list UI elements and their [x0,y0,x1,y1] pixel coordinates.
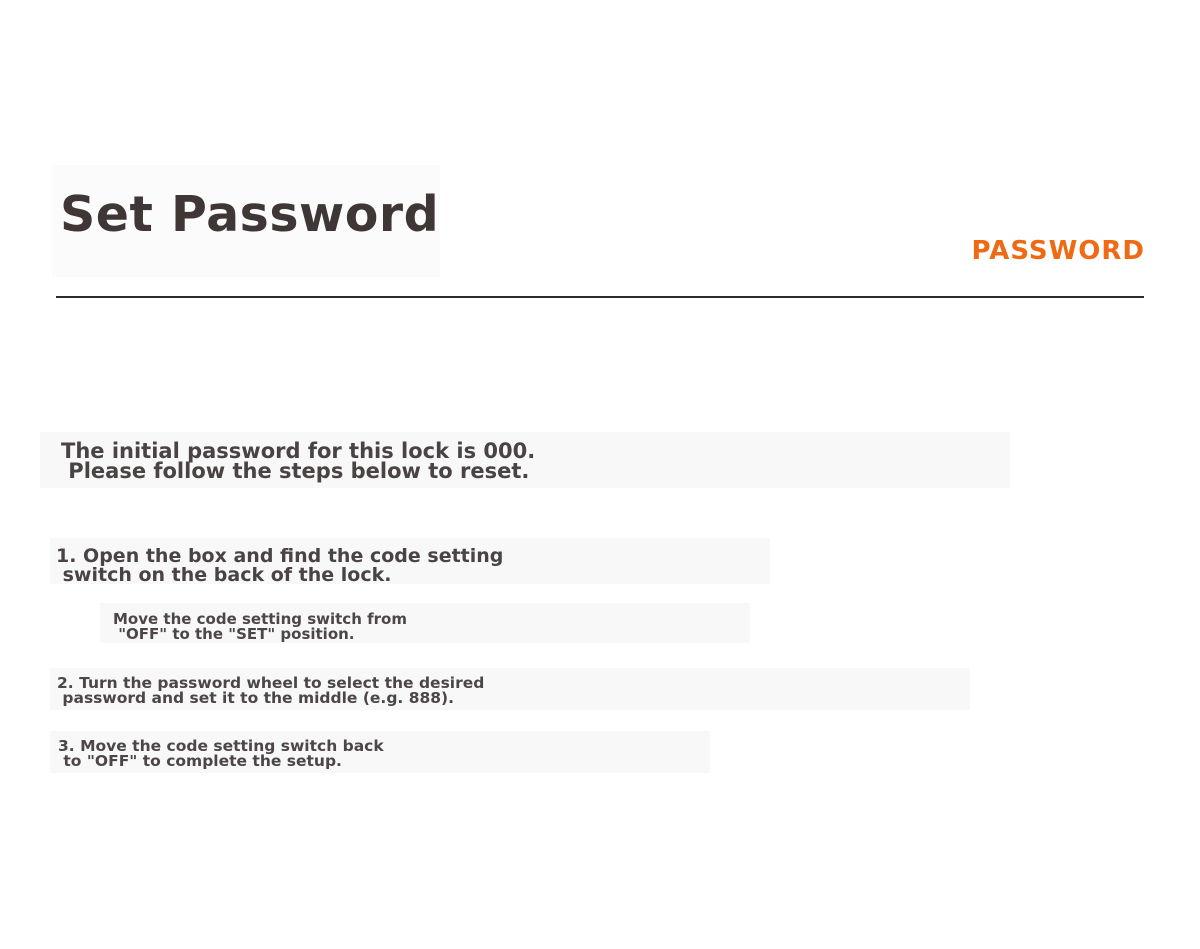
step-1-line-2: switch on the back of the lock. [56,564,392,586]
page-title: Set Password [60,186,440,243]
step-1 [56,547,503,585]
step-3-line-2: to "OFF" to complete the setup. [58,752,342,770]
step-2-line-2: password and set it to the middle (e.g. 888). [57,689,455,707]
step-3-line-1: 3. Move the code setting switch back [58,737,384,755]
intro-text [61,441,535,481]
step-3 [58,739,384,769]
step-1-detail [113,612,407,642]
step-2 [57,676,484,706]
step-1-line-1: 1. Open the box and find the code setting [56,545,504,567]
step-2-line-1: 2. Turn the password wheel to select the desired [57,674,485,692]
header-divider [56,296,1144,298]
intro-line-2: Please follow the steps below to reset. [61,459,530,483]
intro-line-1: The initial password for this lock is 000. [61,439,536,463]
section-tag: PASSWORD [971,236,1145,266]
step-1-detail-line-2: "OFF" to the "SET" position. [113,625,355,643]
step-1-detail-line-1: Move the code setting switch from [113,610,407,628]
